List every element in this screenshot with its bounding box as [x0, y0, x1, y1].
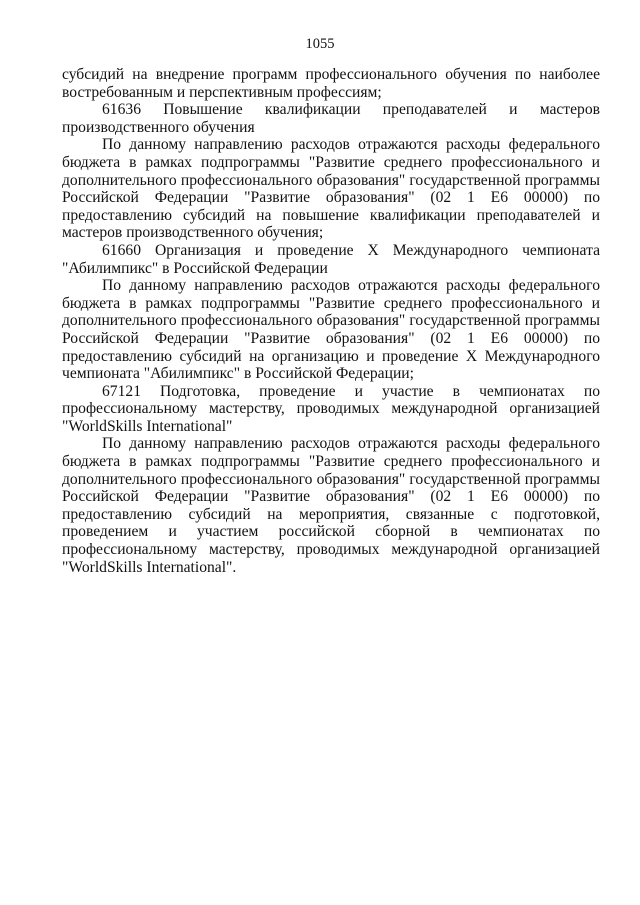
paragraph-61636-description: По данному направлению расходов отражаются расходы федерального бюджета в рамках подпрограммы "Развитие среднего профессионального и дополнительного профессионального образования" государственной программы Российской Федерации "Развитие образования" (02 1 Е6 00000) по предоставлению субсидий на повышение квалификации преподавателей и мастеров производственного обучения; — [62, 136, 600, 242]
paragraph-continuation: субсидий на внедрение программ профессионального обучения по наиболее востребованным и перспективным профессиям; — [62, 66, 600, 101]
budget-code-heading-61636: 61636 Повышение квалификации преподавателей и мастеров производственного обучения — [62, 101, 600, 136]
budget-code-heading-67121: 67121 Подготовка, проведение и участие в чемпионатах по профессиональному мастерству, проводимых международной организацией "WorldSkills International" — [62, 382, 600, 435]
budget-code-heading-61660: 61660 Организация и проведение X Международного чемпионата "Абилимпикс" в Российской Федерации — [62, 241, 600, 277]
document-body — [62, 66, 600, 576]
page-number: 1055 — [305, 36, 335, 52]
paragraph-67121-description: По данному направлению расходов отражаются расходы федерального бюджета в рамках подпрограммы "Развитие среднего профессионального и дополнительного профессионального образования" государственной программы Российской Федерации "Развитие образования" (02 1 Е6 00000) по предоставлению субсидий на мероприятия, связанные с подготовкой, проведением и участием российской сборной в чемпионатах по профессиональному мастерству, проводимых международной организацией "WorldSkills International". — [62, 435, 600, 576]
paragraph-61660-description: По данному направлению расходов отражаются расходы федерального бюджета в рамках подпрограммы "Развитие среднего профессионального и дополнительного профессионального образования" государственной программы Российской Федерации "Развитие образования" (02 1 Е6 00000) по предоставлению субсидий на организацию и проведение X Международного чемпионата "Абилимпикс" в Российской Федерации; — [62, 277, 600, 383]
